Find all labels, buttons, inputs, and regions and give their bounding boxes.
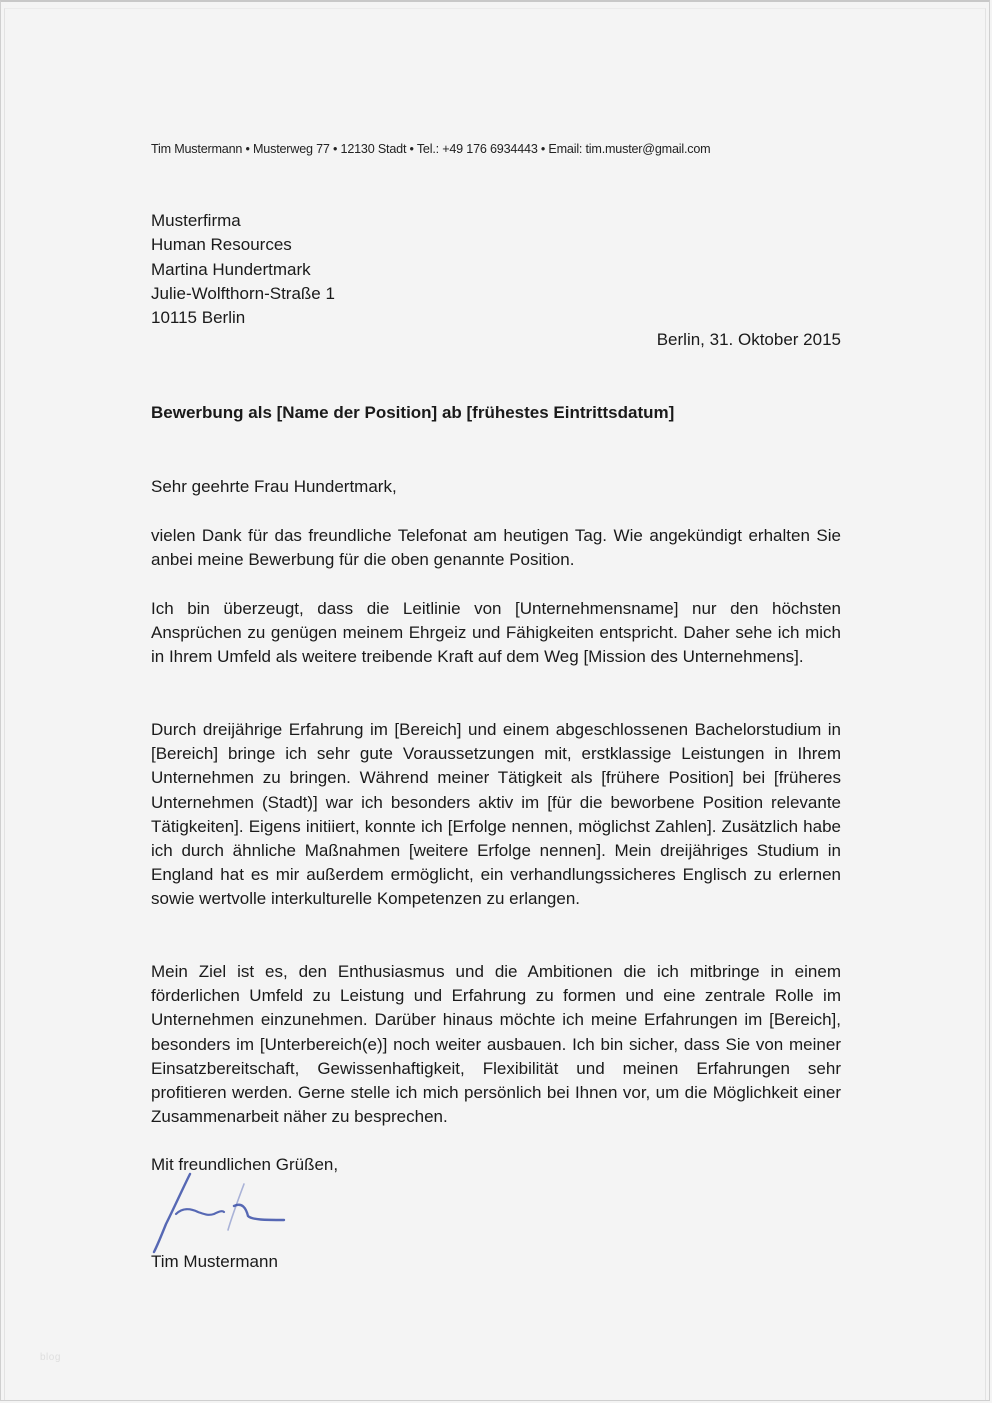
- paragraph-intro: vielen Dank für das freundliche Telefonat am heutigen Tag. Wie angekündigt erhalten Sie anbei meine Bewerbung für die oben genannte Position.: [151, 526, 841, 570]
- signature-stroke-cross: [228, 1184, 244, 1230]
- signature-image: [148, 1172, 293, 1254]
- letter-subject: Bewerbung als [Name der Position] ab [frühestes Eintrittsdatum]: [151, 403, 675, 422]
- paragraph-goals: Mein Ziel ist es, den Enthusiasmus und die Ambitionen die ich mitbringe in einem förderlichen Umfeld zu Leistung und Erfahrung zu formen und eine zentrale Rolle im Unternehmen einzunehmen. Darüber hinaus möchte ich meine Erfahrungen im [Bereich], besonders im [Unterbereich(e)] noch weiter ausbauen. Ich bin sicher, dass Sie von meiner Einsatzbereitschaft, Gewissenhaftigkeit, Flexibilität und meinen Erfahrungen sehr profitieren werden. Gerne stelle ich mich persönlich bei Ihnen vor, um die Möglichkeit einer Zusammenarbeit näher zu besprechen.: [151, 962, 841, 1127]
- recipient-department: Human Resources: [151, 235, 292, 255]
- salutation: Sehr geehrte Frau Hundertmark,: [151, 477, 397, 496]
- recipient-city: 10115 Berlin: [151, 308, 246, 328]
- paragraph-motivation: Ich bin überzeugt, dass die Leitlinie von [Unternehmensname] nur den höchsten Ansprüchen zu genügen meinem Ehrgeiz und Fähigkeiten entspricht. Daher sehe ich mich in Ihrem Umfeld als weitere treibende Kraft auf dem Weg [Mission des Unternehmens].: [151, 599, 841, 667]
- signature-stroke-tail: [234, 1205, 284, 1220]
- watermark: blog: [40, 1352, 61, 1363]
- recipient-street: Julie-Wolfthorn-Straße 1: [151, 283, 335, 303]
- recipient-address: [151, 209, 335, 330]
- signer-name: Tim Mustermann: [151, 1252, 278, 1271]
- closing: Mit freundlichen Grüßen,: [151, 1155, 339, 1174]
- recipient-company: Musterfirma: [151, 211, 241, 230]
- sender-line: Tim Mustermann • Musterweg 77 • 12130 Stadt • Tel.: +49 176 6934443 • Email: tim.muster@gmail.com: [151, 142, 711, 156]
- recipient-name: Martina Hundertmark: [151, 259, 311, 279]
- letter-date: Berlin, 31. Oktober 2015: [656, 330, 841, 349]
- paragraph-experience: Durch dreijährige Erfahrung im [Bereich] und einem abgeschlossenen Bachelorstudium in [Bereich] bringe ich sehr gute Voraussetzungen mit, erstklassige Leistungen in Ihrem Unternehmen zu bringen. Während meiner Tätigkeit als [frühere Position] bei [früheres Unternehmen (Stadt)] war ich besonders aktiv im [für die beworbene Position relevante Tätigkeiten]. Eigens initiiert, konnte ich [Erfolge nennen, möglichst Zahlen]. Zusätzlich habe ich durch ähnliche Maßnahmen [weitere Erfolge nennen]. Mein dreijähriges Studium in England hat es mir außerdem ermöglicht, ein verhandlungssicheres Englisch zu erlernen sowie wertvolle interkulturelle Kompetenzen zu erlangen.: [151, 720, 841, 909]
- signature-stroke-loop: [176, 1209, 224, 1215]
- signature-stroke-main: [154, 1174, 190, 1252]
